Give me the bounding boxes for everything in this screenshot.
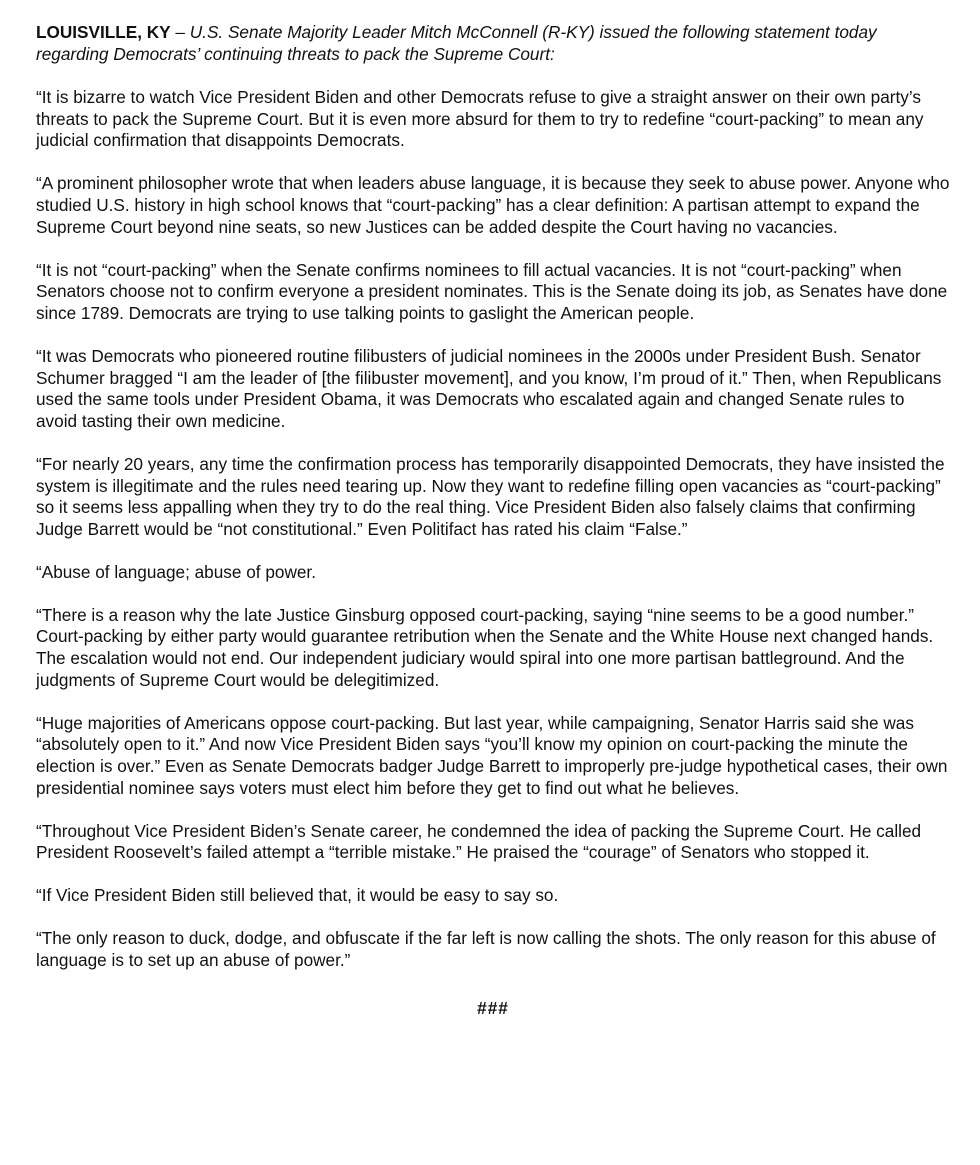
release-lead <box>36 22 950 65</box>
press-release <box>36 22 950 1019</box>
statement-paragraph-6: “Abuse of language; abuse of power. <box>36 561 316 582</box>
end-mark: ### <box>477 997 509 1018</box>
statement-paragraph-11: “The only reason to duck, dodge, and obfuscate if the far left is now calling the shots. The only reason for this abuse of language is to set up an abuse of power.” <box>36 928 936 970</box>
statement-paragraph-1: “It is bizarre to watch Vice President Biden and other Democrats refuse to give a straight answer on their own party’s threats to pack the Supreme Court. But it is even more absurd for them to try to redefine “court-packing” to mean any judicial confirmation that disappoints Democrats. <box>36 87 924 151</box>
statement-paragraph-8: “Huge majorities of Americans oppose court-packing. But last year, while campaigning, Senator Harris said she was “absolutely open to it.” And now Vice President Biden says “you’ll know my opinion on court-packing the minute the election is over.” Even as Senate Democrats badger Judge Barrett to improperly pre-judge hypothetical cases, their own presidential nominee says voters must elect him before they get to find out what he believes. <box>36 712 948 798</box>
statement-paragraph-7: “There is a reason why the late Justice Ginsburg opposed court-packing, saying “nine seems to be a good number.” Court-packing by either party would guarantee retribution when the Senate and the White House next changed hands. The escalation would not end. Our independent judiciary would spiral into one more partisan battleground. And the judgments of Supreme Court would be delegitimized. <box>36 604 934 690</box>
dateline: LOUISVILLE, KY <box>36 22 171 42</box>
statement-paragraph-2: “A prominent philosopher wrote that when leaders abuse language, it is because they seek to abuse power. Anyone who studied U.S. history in high school knows that “court-packing” has a clear definition: A partisan attempt to expand the Supreme Court beyond nine seats, so new Justices can be added despite the Court having no vacancies. <box>36 173 950 237</box>
statement-paragraph-10: “If Vice President Biden still believed that, it would be easy to say so. <box>36 885 559 906</box>
statement-paragraph-5: “For nearly 20 years, any time the confirmation process has temporarily disappointed Democrats, they have insisted the system is illegitimate and the rules need tearing up. Now they want to redefine filling open vacancies as “court-packing” so it seems less appalling when they try to do the real thing. Vice President Biden also falsely claims that confirming Judge Barrett would be “not constitutional.” Even Politifact has rated his claim “False.” <box>36 453 945 539</box>
separator: – <box>170 22 190 42</box>
statement-paragraph-4: “It was Democrats who pioneered routine filibusters of judicial nominees in the 2000s under President Bush. Senator Schumer bragged “I am the leader of [the filibuster movement], and you know, I’m proud of it.” Then, when Republicans used the same tools under President Obama, it was Democrats who escalated again and changed Senate rules to avoid tasting their own medicine. <box>36 346 942 431</box>
intro-text: U.S. Senate Majority Leader Mitch McConnell (R-KY) issued the following statement today regarding Democrats’ continuing threats to pack the Supreme Court: <box>36 22 877 64</box>
statement-paragraph-3: “It is not “court-packing” when the Senate confirms nominees to fill actual vacancies. It is not “court-packing” when Senators choose not to confirm everyone a president nominates. This is the Senate doing its job, as Senates have done since 1789. Democrats are trying to use talking points to gaslight the American people. <box>36 259 948 323</box>
statement-paragraph-9: “Throughout Vice President Biden’s Senate career, he condemned the idea of packing the Supreme Court. He called President Roosevelt’s failed attempt a “terrible mistake.” He praised the “courage” of Senators who stopped it. <box>36 820 922 863</box>
